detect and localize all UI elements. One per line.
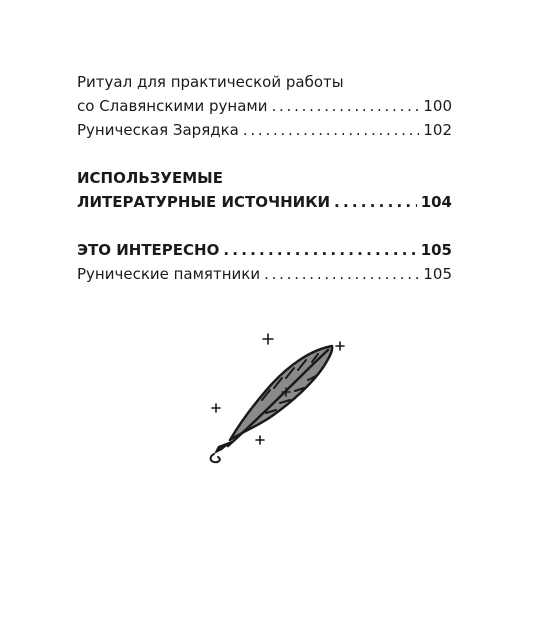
toc-section-heading[interactable] [77, 238, 452, 262]
toc-section-title: ЭТО ИНТЕРЕСНО [77, 241, 220, 259]
toc-entry-line [77, 70, 452, 94]
toc-section-heading[interactable] [77, 190, 452, 214]
dot-leader [243, 118, 420, 142]
table-of-contents [77, 70, 452, 286]
toc-section-page: 105 [420, 241, 452, 259]
dot-leader [223, 238, 416, 262]
toc-section-title-line1: ИСПОЛЬЗУЕМЫЕ [77, 169, 223, 187]
dot-leader [334, 190, 417, 214]
toc-entry[interactable] [77, 94, 452, 118]
toc-entry[interactable] [77, 262, 452, 286]
toc-section-page: 104 [420, 193, 452, 211]
toc-entry[interactable] [77, 118, 452, 142]
toc-entry-page: 100 [423, 97, 452, 115]
toc-entry-title: Рунические памятники [77, 265, 261, 283]
toc-section-title: ЛИТЕРАТУРНЫЕ ИСТОЧНИКИ [77, 193, 331, 211]
dot-leader [271, 94, 419, 118]
dot-leader [264, 262, 419, 286]
toc-entry-page: 102 [423, 121, 452, 139]
toc-entry-page: 105 [423, 265, 452, 283]
feather-quill-icon [200, 328, 350, 468]
toc-section-heading-line [77, 166, 452, 190]
toc-entry-title: со Славянскими рунами [77, 97, 268, 115]
toc-entry-title: Руническая Зарядка [77, 121, 239, 139]
toc-entry-title-line1: Ритуал для практической работы [77, 73, 344, 91]
